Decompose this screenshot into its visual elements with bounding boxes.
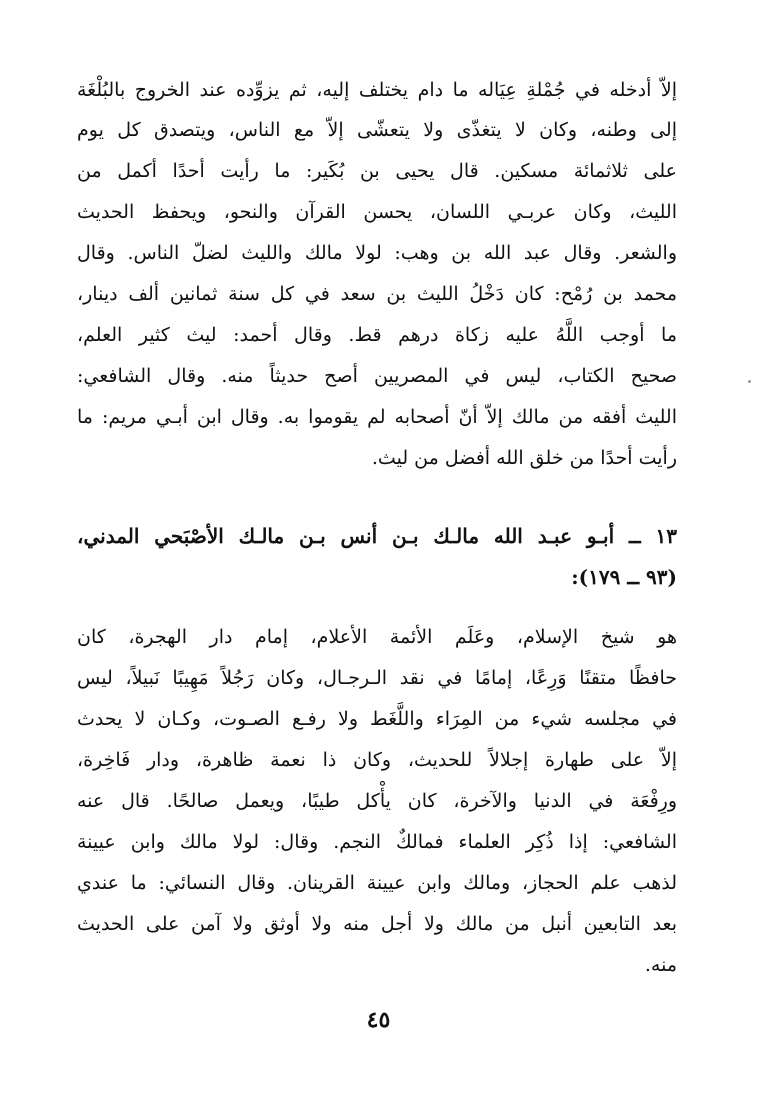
paragraph-2-line-2: حافظًا متقنًا وَرِعًا، إمامًا في نقد الـرجـال، وكان رَجُلاً مَهِيبًا نَبيلاً، ليس bbox=[77, 667, 677, 689]
entry-heading-dates: (٩٣ ــ ١٧٩): bbox=[571, 565, 677, 589]
paragraph-2-line-3: في مجلسه شيء من المِرَاء واللَّغَط ولا رفـع الصـوت، وكـان لا يحدث bbox=[77, 708, 677, 730]
paragraph-1-line-10: رأيت أحدًا من خلق الله أفضل من ليث. bbox=[371, 447, 677, 469]
paragraph-2-line-8: بعد التابعين أنبل من مالك ولا أجل منه ولا أوثق ولا آمن على الحديث bbox=[77, 913, 677, 935]
scan-speck bbox=[748, 380, 751, 383]
paragraph-1-line-3: على ثلاثمائة مسكين. قال يحيى بن بُكَير: ما رأيت أحدًا أكمل من bbox=[77, 160, 677, 182]
paragraph-1-line-9: الليث أفقه من مالك إلاّ أنّ أصحابه لم يقوموا به. وقال ابن أبـي مريم: ما bbox=[77, 406, 677, 428]
paragraph-2-line-9: منه. bbox=[644, 954, 677, 976]
paragraph-2-line-6: الشافعي: إذا ذُكِر العلماء فمالكٌ النجم. وقال: لولا مالك وابن عيينة bbox=[77, 831, 677, 853]
paragraph-1-line-2: إلى وطنه، وكان لا يتغذّى ولا يتعشّى إلاّ مع الناس، ويتصدق كل يوم bbox=[77, 119, 677, 141]
paragraph-1-line-6: محمد بن رُمْح: كان دَخْلُ الليث بن سعد في كل سنة ثمانين ألف دينار، bbox=[77, 283, 677, 305]
paragraph-1-line-1: إلاّ أدخله في جُمْلةِ عِيَاله ما دام يختلف إليه، ثم يزوِّده عند الخروج بالبُلْغَة bbox=[77, 79, 677, 101]
paragraph-1-line-4: الليث، وكان عربـي اللسان، يحسن القرآن والنحو، ويحفظ الحديث bbox=[77, 201, 677, 223]
paragraph-2-line-7: لذهب علم الحجاز، ومالك وابن عيينة القرينان. وقال النسائي: ما عندي bbox=[77, 872, 677, 894]
paragraph-1-line-5: والشعر. وقال عبد الله بن وهب: لولا مالك والليث لضلّ الناس. وقال bbox=[77, 242, 677, 264]
entry-heading: ١٣ ــ أبـو عبـد الله مالـك بـن أنس بـن مالـك الأصْبَحي المدني، bbox=[77, 524, 677, 548]
paragraph-2-line-1: هو شيخ الإسلام، وعَلَم الأئمة الأعلام، إمام دار الهجرة، كان bbox=[77, 626, 677, 648]
paragraph-1-line-7: ما أوجب اللَّهُ عليه زكاة درهم قط. وقال أحمد: ليث كثير العلم، bbox=[77, 324, 677, 346]
page-number: ٤٥ bbox=[366, 1007, 391, 1033]
paragraph-2-line-5: ورِفْعَة في الدنيا والآخرة، كان يأْكل طيبًا، ويعمل صالحًا. قال عنه bbox=[77, 790, 677, 812]
paragraph-1-line-8: صحيح الكتاب، ليس في المصريين أصح حديثاً منه. وقال الشافعي: bbox=[77, 365, 677, 387]
paragraph-2-line-4: إلاّ على طهارة إجلالاً للحديث، وكان ذا نعمة ظاهرة، ودار فَاخِرة، bbox=[77, 749, 677, 771]
